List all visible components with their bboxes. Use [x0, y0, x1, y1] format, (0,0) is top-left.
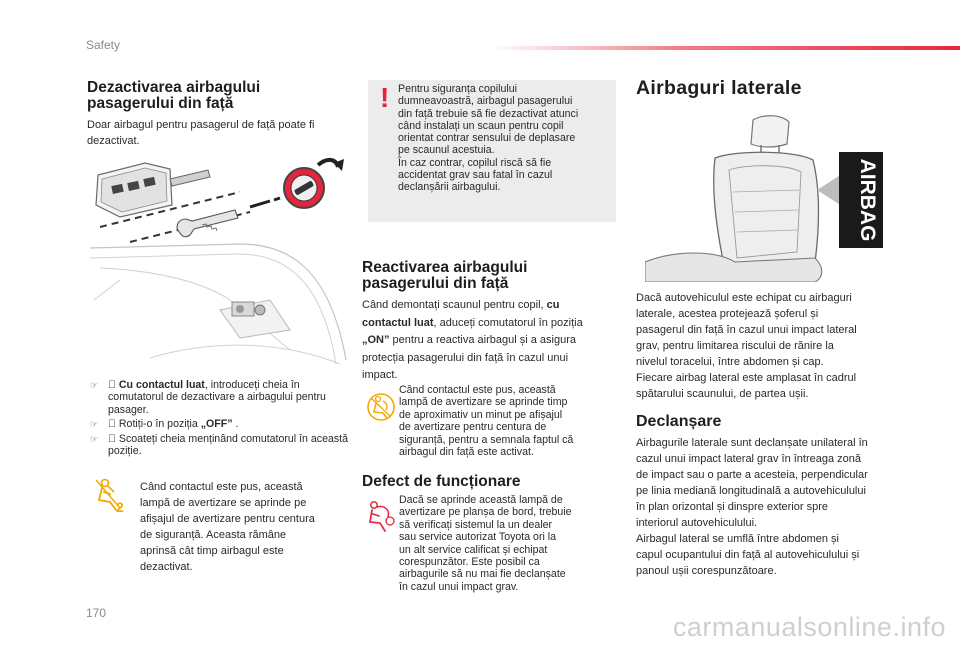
page-number: 170 — [86, 606, 107, 620]
section-label: Safety — [86, 38, 121, 52]
airbag-off-lamp-icon — [94, 478, 128, 514]
side-airbags-title: Airbaguri laterale — [636, 77, 802, 99]
warning-exclamation-icon: ! — [380, 82, 390, 113]
key-blade-icon — [177, 210, 238, 237]
key-fob-icon — [96, 163, 210, 217]
reactivation-title-line2: pasagerului din față — [362, 275, 509, 292]
bullet-arrow-icon: ☞ — [90, 433, 99, 444]
step-item: ☞ Rotiți-o în poziția „OFF” . — [90, 418, 239, 431]
child-safety-warning — [368, 80, 616, 222]
deactivation-intro-line1: Doar airbagul pentru pasagerul de față poate fi — [87, 119, 315, 131]
reactivation-title-line1: Reactivarea airbagului — [362, 259, 528, 276]
deactivation-title — [87, 80, 357, 112]
bullet-arrow-icon: ☞ — [90, 419, 99, 430]
airbag-tag-label: AIRBAG — [856, 158, 879, 242]
child-safety-warning-text: Pentru siguranța copilului dumneavoastră, airbagul pasagerului din față trebuie să fie dezactivat atunci când instalați un scaun pentru copil orientat contrar sensului de deplasare pe scaunul acestuia. În caz contrar, copilul riscă să fie accidentat grav sau fatal în cazul declanșării airbagului. — [398, 83, 579, 194]
fault-title: Defect de funcționare — [362, 473, 521, 490]
step-item: ☞ Scoateți cheia menținând comutatorul în această poziție. — [90, 432, 348, 458]
fault-text: Dacă se aprinde această lampă de avertizare pe planșa de bord, trebuie să verificați sistemul la un dealer sau service autorizat Toyota ori la un alt service calificat și echipat corespunzător. Este posibil ca airbagurile să nu mai fie declanșate în cazul unui impact grav. — [399, 494, 572, 593]
airbag-on-lamp-icon — [366, 392, 396, 422]
reactivation-title — [362, 260, 612, 292]
header-accent-bar — [490, 46, 960, 50]
airbag-fault-lamp-icon — [366, 500, 398, 534]
deploy-title: Declanșare — [636, 413, 722, 430]
bullet-arrow-icon: ☞ — [90, 380, 99, 390]
airbag-switch-icon — [284, 168, 324, 208]
glovebox-illustration — [90, 240, 352, 368]
deactivation-steps — [90, 379, 350, 459]
key-insertion-illustration — [90, 155, 345, 250]
svg-text:2: 2 — [116, 499, 124, 514]
seat-airbag-illustration — [645, 112, 890, 282]
deactivation-title-line2: pasagerului din față — [87, 95, 234, 112]
airbag-off-lamp-note: Când contactul este pus, această lampă de avertizare se aprinde pe afișajul de avertizare pentru centura de siguranță. Aceasta rămâne aprinsă cât timp airbagul este dezactivat. — [140, 481, 315, 573]
deactivation-title-line1: Dezactivarea airbagului — [87, 79, 261, 96]
step-item: ☞ Cu contactul luat, introduceți cheia în comutatorul de dezactivare a airbagului pentru pasager. — [90, 379, 326, 416]
reactivation-text: Când demontați scaunul pentru copil, cu contactul luat, aduceți comutatorul în poziția „ON” pentru a reactiva airbagul și a asigura protecția pasagerului din față în cazul unui impact. — [362, 299, 583, 381]
deactivation-intro — [87, 117, 357, 149]
seat-icon — [645, 116, 822, 282]
watermark: carmanualsonline.info — [672, 612, 946, 642]
airbag-on-lamp-note: Când contactul este pus, această lampă de avertizare se aprinde timp de aproximativ un minut pe afișajul de avertizare pentru centura de siguranță, pentru a semnala faptul că airbagul din față este activat. — [399, 384, 574, 459]
deploy-text: Airbagurile laterale sunt declanșate unilateral în cazul unui impact lateral grav în întreaga zonă de impact sau o parte a acesteia, perpendicular pe linia mediană longitudinală a autovehiculului în plan orizontal și dinspre exterior spre interiorul autovehiculului. Airbagul lateral se umflă între abdomen și capul ocupantului din față al autovehiculului și panoul ușii corespunzătoare. — [636, 437, 868, 577]
side-airbags-description: Dacă autovehiculul este echipat cu airbaguri laterale, acestea protejează șoferul și pasagerul din față în cazul unui impact lateral grav, pentru limitarea riscului de rănire la nivelul toracelui, între abdomen și cap. Fiecare airbag lateral este amplasat în cadrul spătarului scaunului, de partea ușii. — [636, 292, 857, 400]
deactivation-intro-line2: dezactivat. — [87, 135, 140, 147]
airbag-tag-icon — [839, 152, 883, 248]
